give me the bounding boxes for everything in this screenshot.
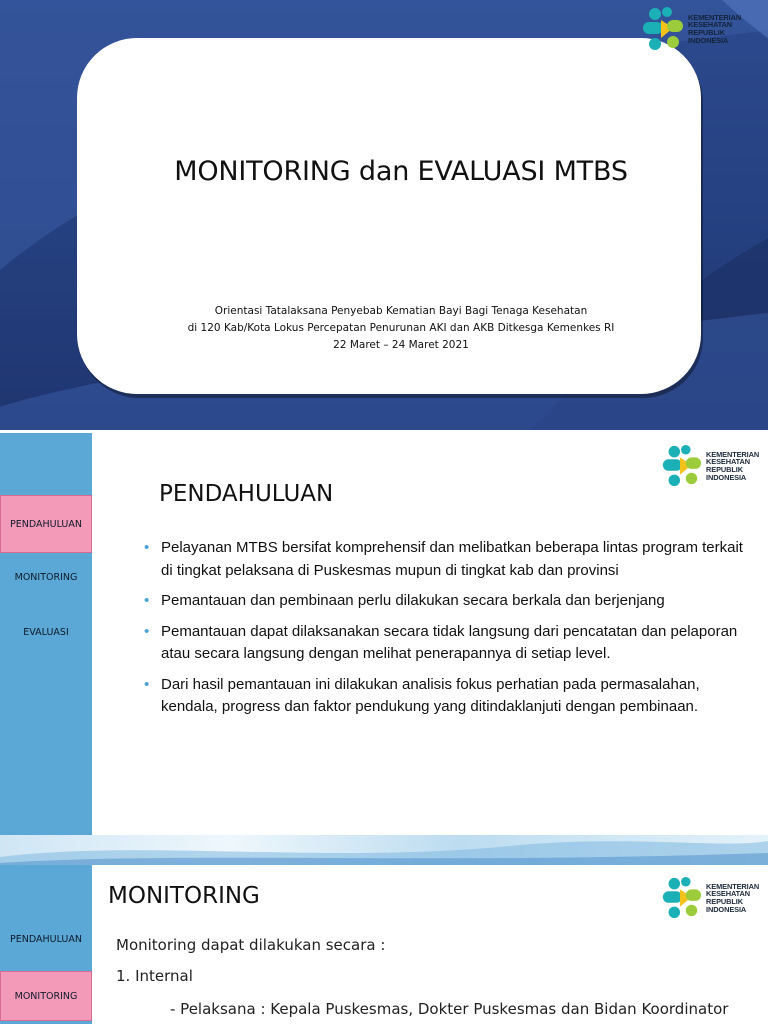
body-line: 1. Internal <box>116 967 193 985</box>
nav-item-evaluasi[interactable]: EVALUASI <box>23 627 69 638</box>
nav-label: MONITORING <box>14 990 78 1002</box>
bullet-item <box>144 674 744 719</box>
subtitle-line: Orientasi Tatalaksana Penyebab Kematian Bayi Bagi Tenaga Kesehatan <box>214 305 588 317</box>
bullet-dot-icon: • <box>144 539 150 556</box>
bullet-list <box>144 537 744 727</box>
kemenkes-logo <box>659 444 759 488</box>
logo-text: REPUBLIK <box>706 897 743 906</box>
kemenkes-logo-icon <box>659 444 703 488</box>
slide-separator <box>0 835 768 865</box>
bullet-text: Pemantauan dan pembinaan perlu dilakukan secara berkala dan berjenjang <box>161 592 665 609</box>
bullet-text: Pemantauan dapat dilaksanakan secara tidak langsung dari pencatatan dan pelaporan atau secara langsung dengan melihat penerapannya di setiap level. <box>161 622 738 662</box>
subtitle-line: 22 Maret – 24 Maret 2021 <box>333 339 469 351</box>
kemenkes-logo <box>659 876 759 920</box>
title-slide <box>0 0 768 430</box>
nav-item-monitoring[interactable] <box>0 971 92 1021</box>
kemenkes-logo-icon <box>659 876 703 920</box>
logo-text: KEMENTERIAN <box>688 12 742 22</box>
nav-item-pendahuluan[interactable]: PENDAHULUAN <box>10 934 82 945</box>
logo-text: KESEHATAN <box>706 889 750 899</box>
logo-text: INDONESIA <box>688 35 729 45</box>
logo-text: INDONESIA <box>706 904 747 914</box>
logo-text: KEMENTERIAN <box>706 881 760 891</box>
monitoring-slide <box>0 865 768 1024</box>
kemenkes-logo-icon <box>639 6 685 52</box>
pendahuluan-slide <box>0 433 768 835</box>
slide-heading: MONITORING <box>108 883 260 909</box>
slide-title: MONITORING dan EVALUASI MTBS <box>174 156 628 187</box>
body-line: - Pelaksana : Kepala Puskesmas, Dokter Puskesmas dan Bidan Koordinator <box>170 1000 729 1018</box>
logo-text: REPUBLIK <box>688 28 725 37</box>
logo-text: KESEHATAN <box>706 457 750 467</box>
bullet-text: Dari hasil pemantauan ini dilakukan analisis fokus perhatian pada permasalahan, kendala, progress dan faktor pendukung yang ditindaklanjuti dengan pembinaan. <box>161 675 700 715</box>
nav-label: PENDAHULUAN <box>10 518 82 530</box>
bullet-item <box>144 537 744 582</box>
bullet-dot-icon: • <box>144 592 150 609</box>
bullet-item <box>144 590 744 613</box>
body-line: Monitoring dapat dilakukan secara : <box>116 936 386 954</box>
separator-waves <box>0 835 768 865</box>
kemenkes-logo <box>639 6 741 52</box>
bullet-dot-icon: • <box>144 622 150 640</box>
logo-text: INDONESIA <box>706 472 747 482</box>
bullet-item <box>144 621 744 666</box>
slide-heading: PENDAHULUAN <box>159 481 334 507</box>
bullet-text: Pelayanan MTBS bersifat komprehensif dan melibatkan beberapa lintas program terkait di tingkat pelaksana di Puskesmas mupun di tingkat kab dan provinsi <box>161 539 743 579</box>
bullet-dot-icon: • <box>144 675 150 693</box>
logo-text: KEMENTERIAN <box>706 449 760 459</box>
subtitle-line: di 120 Kab/Kota Lokus Percepatan Penurunan AKI dan AKB Ditkesga Kemenkes RI <box>187 322 615 334</box>
logo-text: KESEHATAN <box>688 20 732 30</box>
logo-text: REPUBLIK <box>706 465 743 474</box>
nav-item-pendahuluan[interactable] <box>0 495 92 553</box>
nav-item-monitoring[interactable]: MONITORING <box>14 572 78 583</box>
